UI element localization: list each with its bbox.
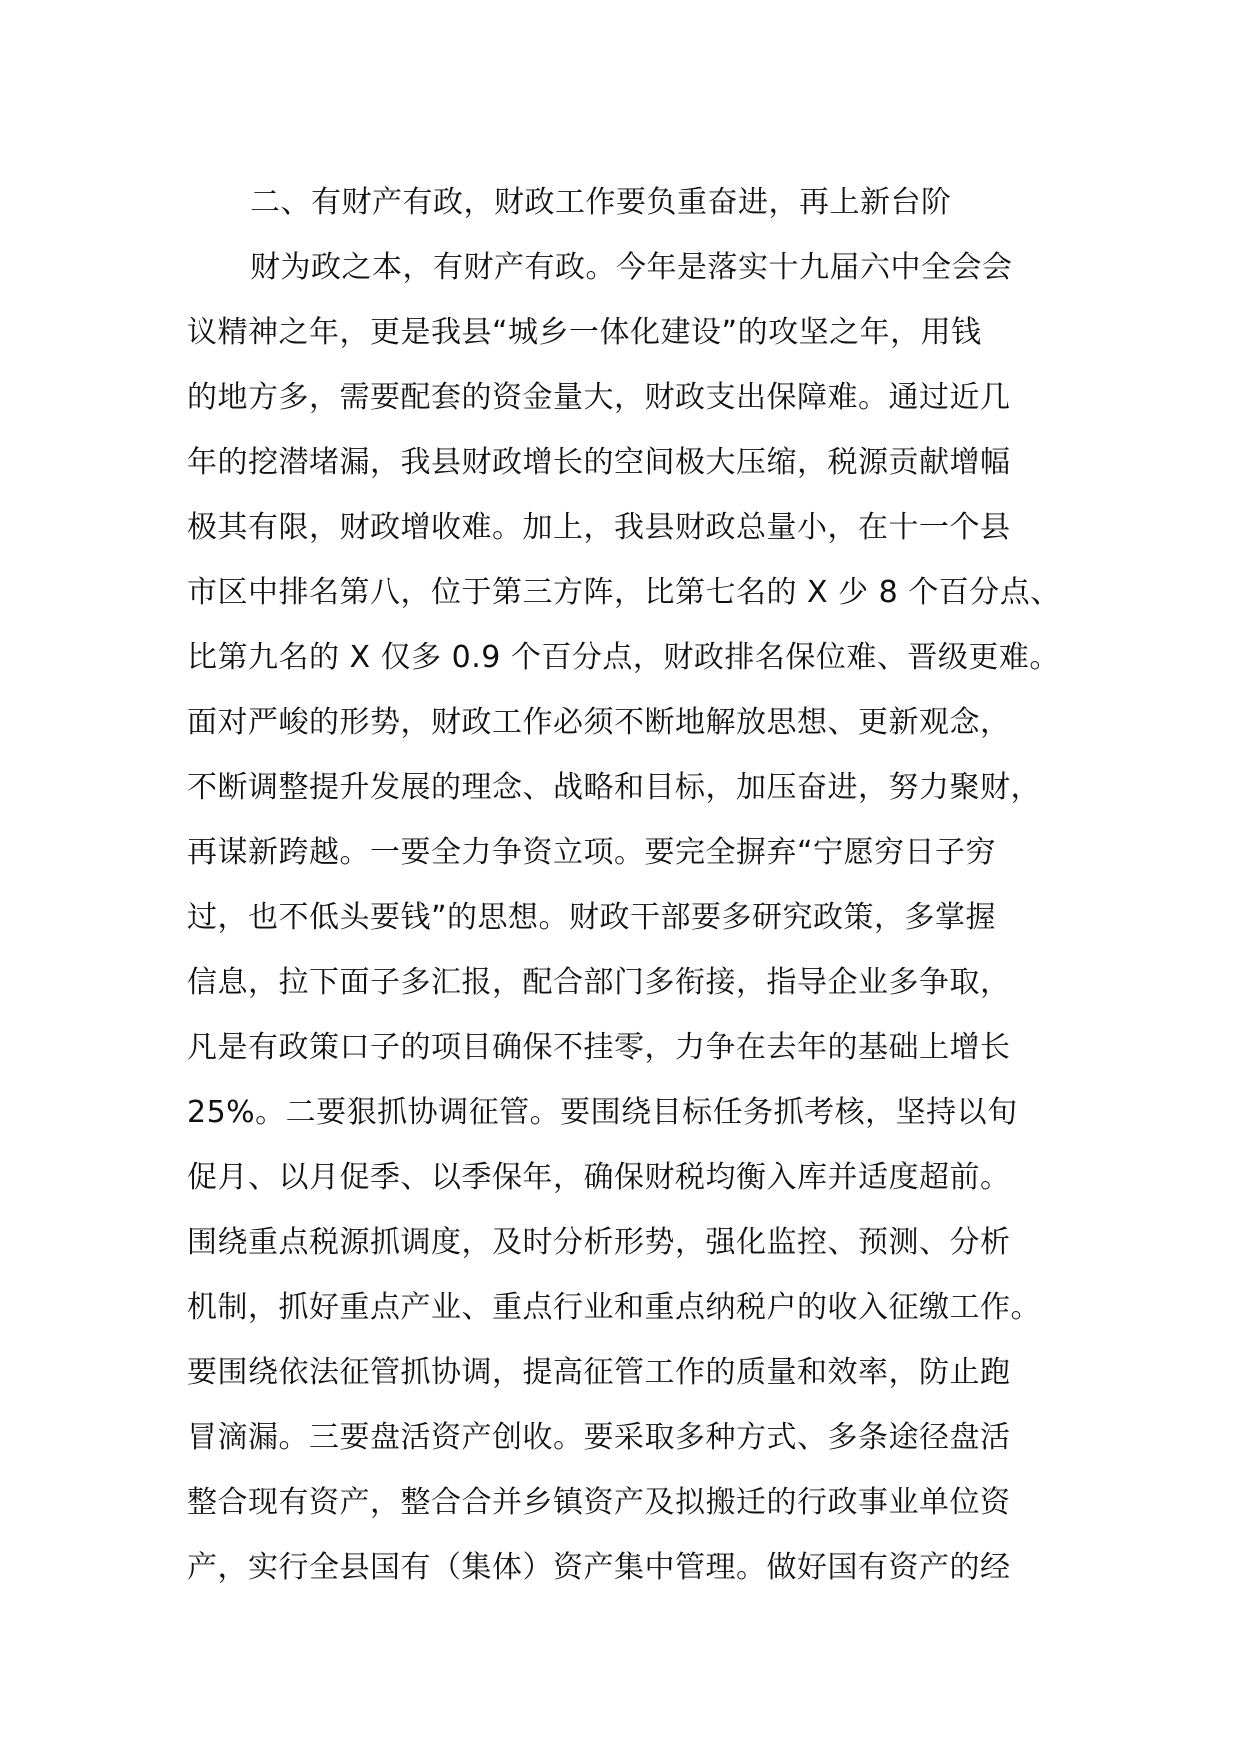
paragraph-line: 比第九名的 X 仅多 0.9 个百分点，财政排名保位难、晋级更难。 bbox=[187, 640, 1060, 675]
paragraph-line: 不断调整提升发展的理念、战略和目标，加压奋进，努力聚财， bbox=[187, 770, 1041, 805]
paragraph-line: 的地方多，需要配套的资金量大，财政支出保障难。通过近几 bbox=[187, 380, 1011, 415]
paragraph-line: 围绕重点税源抓调度，及时分析形势，强化监控、预测、分析 bbox=[187, 1225, 1011, 1260]
paragraph-line: 极其有限，财政增收难。加上，我县财政总量小，在十一个县 bbox=[187, 510, 1011, 545]
paragraph-line: 凡是有政策口子的项目确保不挂零，力争在去年的基础上增长 bbox=[187, 1030, 1011, 1065]
paragraph-line: 冒滴漏。三要盘活资产创收。要采取多种方式、多条途径盘活 bbox=[187, 1420, 1011, 1455]
paragraph-line: 机制，抓好重点产业、重点行业和重点纳税户的收入征缴工作。 bbox=[187, 1290, 1041, 1325]
paragraph-line: 财为政之本，有财产有政。今年是落实十九届六中全会会 bbox=[250, 250, 1013, 285]
paragraph-line: 信息，拉下面子多汇报，配合部门多衔接，指导企业多争取， bbox=[187, 965, 1011, 1000]
paragraph-line: 面对严峻的形势，财政工作必须不断地解放思想、更新观念， bbox=[187, 705, 1011, 740]
paragraph-line: 25%。二要狠抓协调征管。要围绕目标任务抓考核，坚持以旬 bbox=[187, 1095, 1018, 1130]
paragraph-line: 要围绕依法征管抓协调，提高征管工作的质量和效率，防止跑 bbox=[187, 1355, 1011, 1390]
document-body bbox=[187, 170, 1087, 1600]
paragraph-line: 市区中排名第八，位于第三方阵，比第七名的 X 少 8 个百分点、 bbox=[187, 575, 1061, 610]
paragraph-line: 过，也不低头要钱”的思想。财政干部要多研究政策，多掌握 bbox=[187, 900, 997, 935]
paragraph-line: 再谋新跨越。一要全力争资立项。要完全摒弃“宁愿穷日子穷 bbox=[187, 835, 997, 870]
paragraph-line: 促月、以月促季、以季保年，确保财税均衡入库并适度超前。 bbox=[187, 1160, 1011, 1195]
paragraph-line: 议精神之年，更是我县“城乡一体化建设”的攻坚之年，用钱 bbox=[187, 315, 982, 350]
paragraph-line: 年的挖潜堵漏，我县财政增长的空间极大压缩，税源贡献增幅 bbox=[187, 445, 1011, 480]
paragraph-line: 产，实行全县国有（集体）资产集中管理。做好国有资产的经 bbox=[187, 1550, 1011, 1585]
paragraph-line: 整合现有资产，整合合并乡镇资产及拟搬迁的行政事业单位资 bbox=[187, 1485, 1011, 1520]
section-heading: 二、有财产有政，财政工作要负重奋进，再上新台阶 bbox=[250, 185, 952, 220]
